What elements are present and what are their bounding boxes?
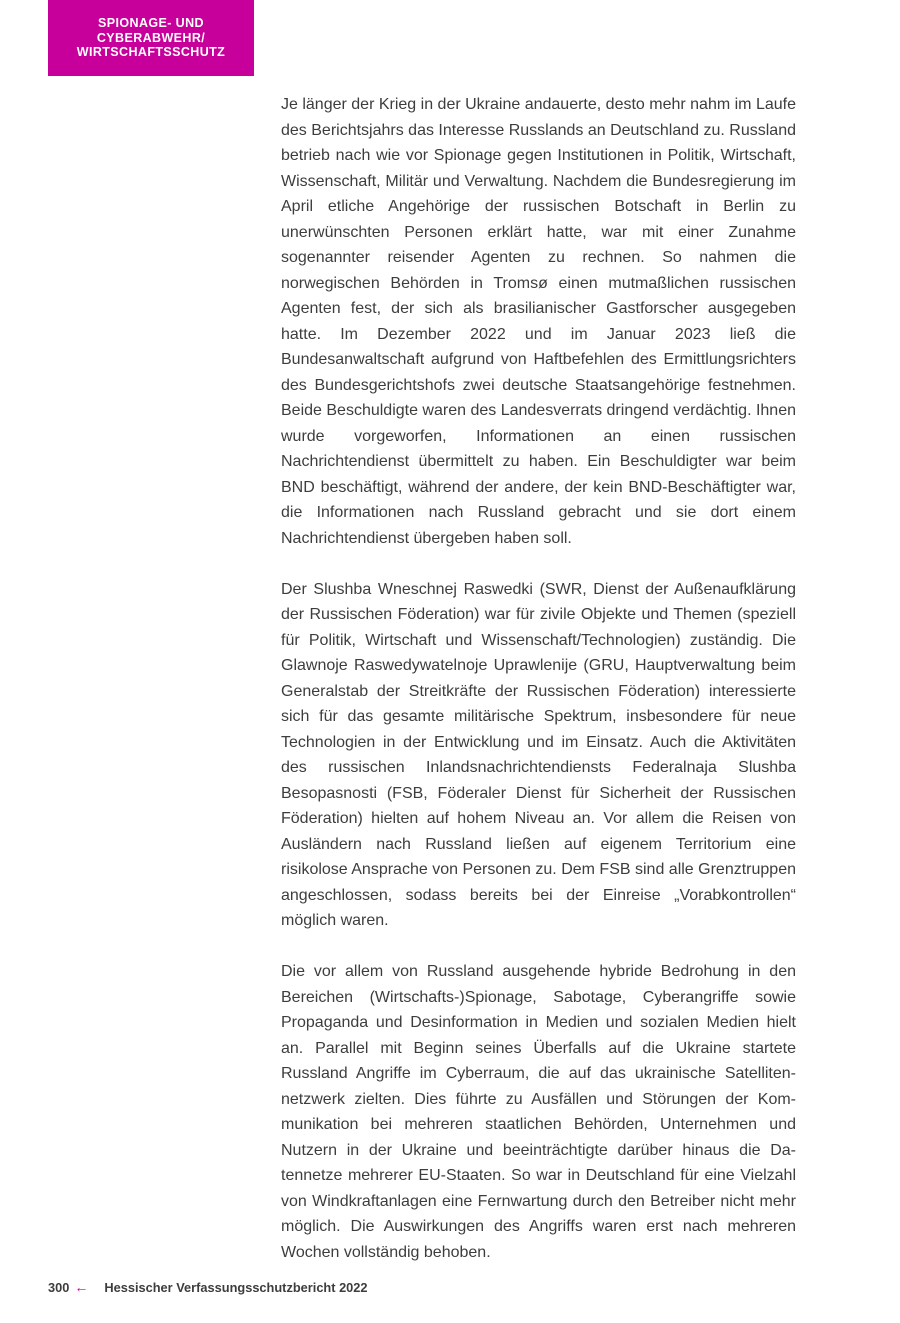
- report-title: Hessischer Verfassungsschutzbericht 2022: [104, 1280, 368, 1295]
- section-label-badge: [48, 0, 254, 76]
- paragraph-2: Der Slushba Wneschnej Raswedki (SWR, Dienst der Außenaufklärung der Russischen Föderation) war für zivile Objekte und Themen (speziell für Politik, Wirtschaft und Wissenschaft/Technologien) zuständig. Die Glawnoje Raswedywatelnoje Uprawlenije (GRU, Hauptverwaltung beim Generalstab der Streitkräfte der Russischen Föderation) interessierte sich für das gesamte militärische Spektrum, insbesondere für neue Technologien in der Entwicklung und im Einsatz. Auch die Aktivitäten des russischen Inlandsnachrichtendiensts Federalnaja Slushba Besopasnosti (FSB, Föderaler Dienst für Sicherheit der Russischen Föderation) hielten auf hohem Niveau an. Vor allem die Reisen von Ausländern nach Russland ließen auf eigenem Territorium eine risikolose Ansprache von Personen zu. Dem FSB sind alle Grenztruppen angeschlossen, sodass bereits bei der Einreise „Vorabkontrollen“ möglich waren.: [281, 580, 796, 929]
- section-label-line-3: WIRTSCHAFTSSCHUTZ: [76, 45, 226, 60]
- body-text: [281, 92, 796, 1265]
- section-label-line-2: CYBERABWEHR/: [96, 30, 206, 45]
- back-arrow-icon: ←: [74, 1279, 89, 1295]
- paragraph-1: Je länger der Krieg in der Ukraine andauerte, desto mehr nahm im Laufe des Berichtsjahrs das Interesse Russlands an Deutschland zu. Russland betrieb nach wie vor Spionage gegen Institutionen in Politik, Wirtschaft, Wissenschaft, Militär und Verwaltung. Nachdem die Bundesregierung im April etliche Angehörige der russischen Botschaft in Berlin zu unerwünschten Personen erklärt hatte, war mit einer Zunahme sogenannter reisender Agenten zu rechnen. So nahmen die norwegischen Behörden in Tromsø einen mutmaßlichen russischen Agenten fest, der sich als brasilianischer Gastforscher ausgegeben hatte. Im Dezember 2022 und im Januar 2023 ließ die Bundesanwaltschaft aufgrund von Haftbefehlen des Ermittlungsrichters des Bundesgerichtshofs zwei deutsche Staatsangehörige festnehmen. Beide Beschuldigte waren des Landesverrats dringend verdächtig. Ihnen wurde vorgeworfen, Informationen an einen russischen Nachrichtendienst übermittelt zu haben. Ein Beschuldigter war beim BND beschäftigt, während der andere, der kein BND-Beschäftigter war, die Informationen nach Russland gebracht und sie dort einem Nachrichtendienst übergeben haben soll.: [281, 96, 796, 547]
- page-footer: [48, 1279, 368, 1295]
- paragraph-3: Die vor allem von Russland ausgehende hybride Bedrohung in den Bereichen (Wirtschafts-)Spionage, Sabotage, Cyberangriffe sowie Propaganda und Desinformation in Medien und sozialen Medien hielt an. Parallel mit Beginn seines Überfalls auf die Ukraine startete Russland Angriffe im Cyberraum, die auf das ukrainische Satellitennetzwerk zielten. Dies führte zu Ausfällen und Störungen der Kommunikation bei mehreren staatlichen Behörden, Unternehmen und Nutzern in der Ukraine und beeinträchtigte darüber hinaus die Datennetze mehrerer EU-Staaten. So war in Deutschland für eine Vielzahl von Windkraftanlagen eine Fernwartung durch den Betreiber nicht mehr möglich. Die Auswirkungen des Angriffs waren erst nach mehreren Wochen vollständig behoben.: [281, 963, 796, 1261]
- section-label-line-1: SPIONAGE- UND: [98, 16, 204, 31]
- page-number: 300: [48, 1280, 70, 1295]
